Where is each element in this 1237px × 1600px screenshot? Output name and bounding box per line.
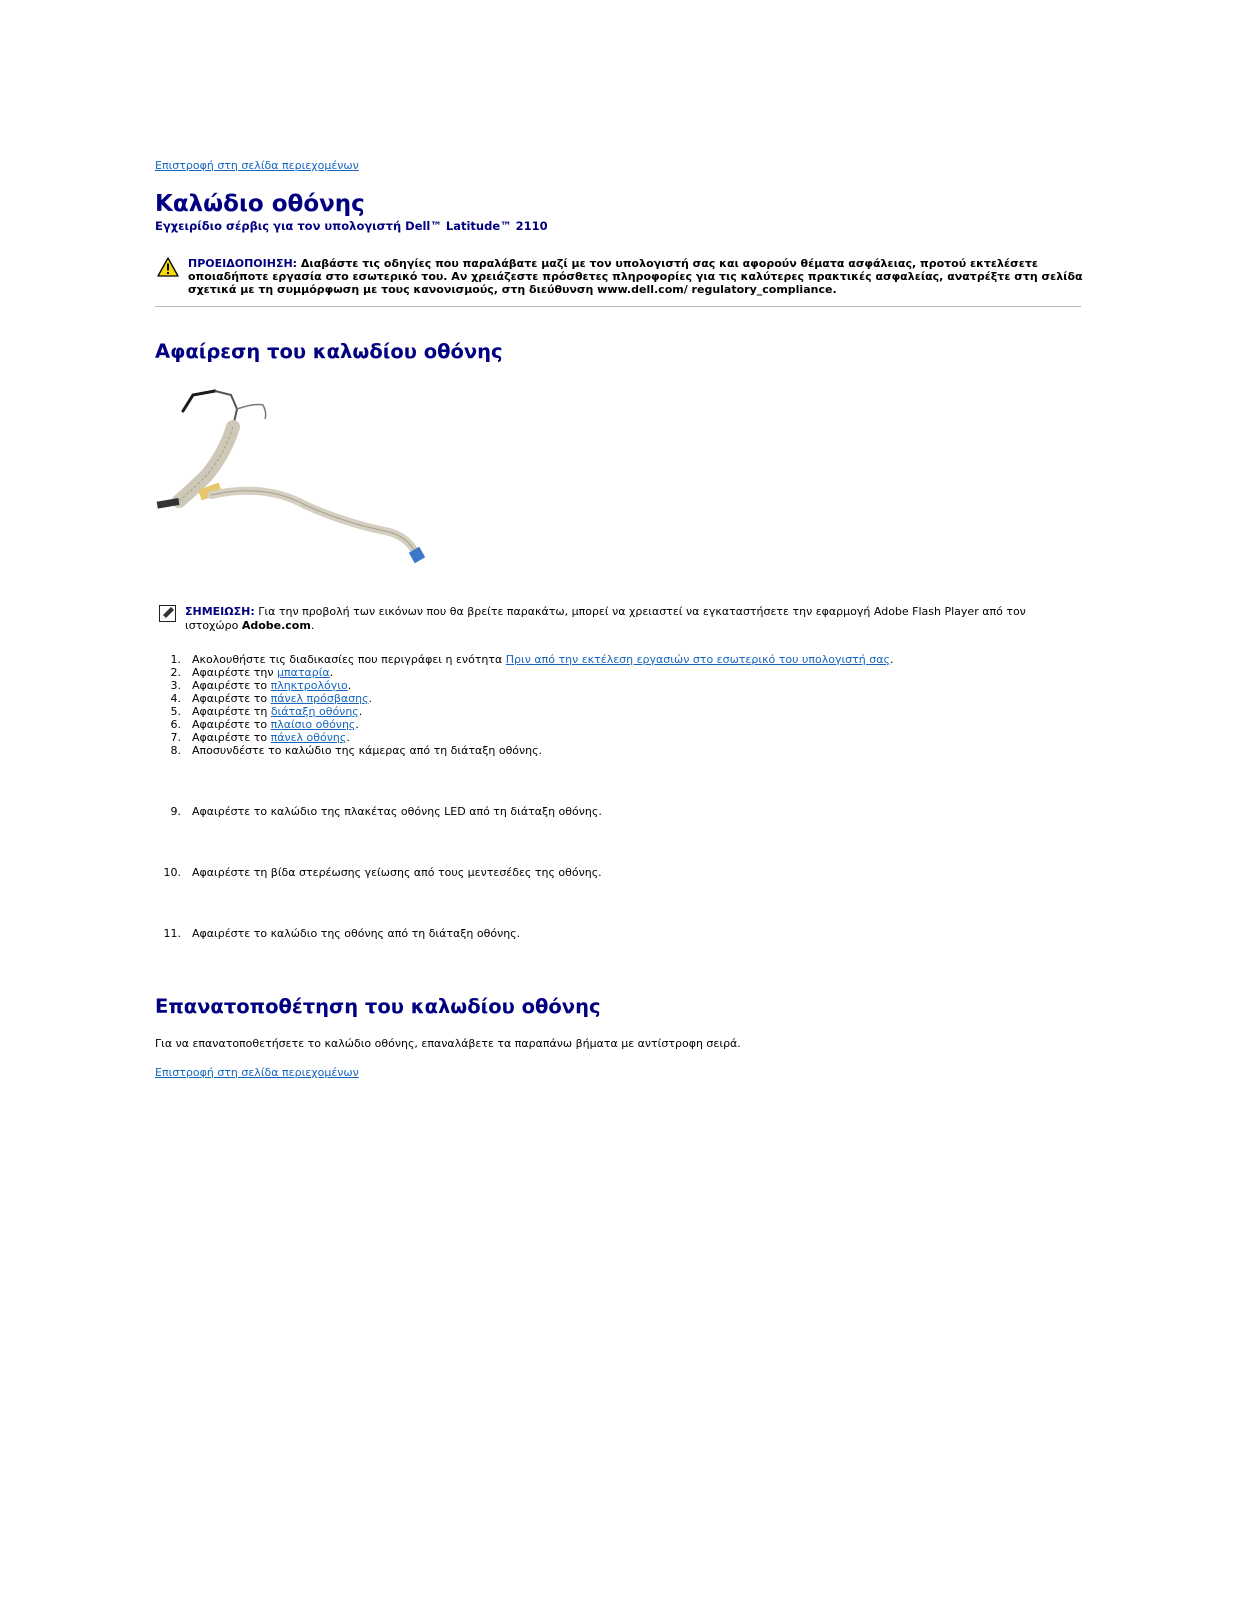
warning-text (188, 257, 1083, 296)
step-suffix: . (355, 718, 359, 731)
note-pencil-icon (159, 605, 176, 622)
step-suffix: . (368, 692, 373, 705)
step-text: Αφαιρέστε τη βίδα στερέωσης γείωσης από τους μεντεσέδες της οθόνης. (192, 866, 602, 879)
step-text: Αφαιρέστε τη (192, 705, 271, 718)
step-number: 1. (170, 653, 181, 666)
step-text: Ακολουθήστε τις διαδικασίες που περιγράφει η ενότητα (192, 653, 506, 666)
note-label: ΣΗΜΕΙΩΣΗ: (185, 605, 255, 618)
step-suffix: . (346, 731, 350, 744)
back-to-contents-link[interactable]: Επιστροφή στη σελίδα περιεχομένων (155, 1066, 359, 1079)
step-link[interactable]: πάνελ πρόσβασης (270, 692, 369, 705)
warning-line-3: σχετικά με τη συμμόρφωση με τους κανονισμούς, στη διεύθυνση www.dell.com/ regulatory_compliance. (188, 283, 837, 296)
page-title: Καλώδιο οθόνης (155, 191, 365, 217)
note-line-2-prefix: ιστοχώρο (185, 618, 242, 632)
removal-heading: Αφαίρεση του καλωδίου οθόνης (155, 340, 503, 363)
step-text: Αφαιρέστε το (192, 679, 271, 692)
step-number: 10. (163, 866, 181, 879)
back-to-contents-link[interactable]: Επιστροφή στη σελίδα περιεχομένων (155, 159, 359, 172)
step-text: Αφαιρέστε την (192, 666, 277, 679)
step-text: Αφαιρέστε το (192, 718, 271, 731)
replacement-text: Για να επανατοποθετήσετε το καλώδιο οθόνης, επαναλάβετε τα παραπάνω βήματα με αντίστροφη σειρά. (155, 1037, 741, 1050)
note-line-1: Για την προβολή των εικόνων που θα βρείτε παρακάτω, μπορεί να χρειαστεί να εγκαταστήσετε την εφαρμογή Adobe Flash Player από τον (254, 605, 1026, 618)
step-link[interactable]: πληκτρολόγιο (270, 679, 348, 692)
section-divider (155, 306, 1081, 307)
step-number: 2. (170, 666, 181, 679)
replacement-heading: Επανατοποθέτηση του καλωδίου οθόνης (155, 995, 601, 1018)
page-subtitle: Εγχειρίδιο σέρβις για τον υπολογιστή Dell™ Latitude™ 2110 (155, 219, 548, 233)
step-text: Αφαιρέστε το καλώδιο της πλακέτας οθόνης LED από τη διάταξη οθόνης. (192, 805, 602, 818)
step-text: Αφαιρέστε το καλώδιο της οθόνης από τη διάταξη οθόνης. (192, 927, 521, 940)
step-text: Αφαιρέστε το (192, 692, 271, 705)
step-suffix: . (889, 653, 894, 666)
step-link[interactable]: Πριν από την εκτέλεση εργασιών στο εσωτερικό του υπολογιστή σας (505, 653, 890, 666)
step-link[interactable]: πάνελ οθόνης (270, 731, 347, 744)
adobe-site: Adobe.com (241, 618, 311, 632)
note-text (185, 605, 1085, 632)
note-line-2-suffix: . (310, 618, 315, 632)
warning-line-1: Διαβάστε τις οδηγίες που παραλάβατε μαζί με τον υπολογιστή σας και αφορούν θέματα ασφάλειας, προτού εκτελέσετε (297, 257, 1038, 270)
step-suffix: . (329, 666, 334, 679)
step-link[interactable]: πλαίσιο οθόνης (270, 718, 356, 731)
step-number: 6. (170, 718, 181, 731)
step-suffix: . (347, 679, 352, 692)
step-link[interactable]: μπαταρία (276, 666, 330, 679)
warning-triangle-icon (157, 257, 179, 277)
step-link[interactable]: διάταξη οθόνης (270, 705, 359, 718)
step-number: 3. (170, 679, 181, 692)
step-number: 9. (170, 805, 181, 818)
warning-line-2: οποιαδήποτε εργασία στο εσωτερικό του. Αν χρειάζεστε πρόσθετες πληροφορίες για τις καλύτερες πρακτικές ασφαλείας, ανατρέξτε στη σελίδα (188, 270, 1083, 283)
step-number: 8. (170, 744, 181, 757)
step-number: 7. (170, 731, 181, 744)
step-text: Αποσυνδέστε το καλώδιο της κάμερας από τη διάταξη οθόνης. (192, 744, 543, 757)
step-text: Αφαιρέστε το (192, 731, 271, 744)
display-cable-photo (155, 383, 435, 578)
step-number: 11. (163, 927, 181, 940)
step-number: 5. (170, 705, 181, 718)
step-number: 4. (170, 692, 181, 705)
step-suffix: . (358, 705, 363, 718)
warning-label: ΠΡΟΕΙΔΟΠΟΙΗΣΗ: (188, 257, 298, 270)
